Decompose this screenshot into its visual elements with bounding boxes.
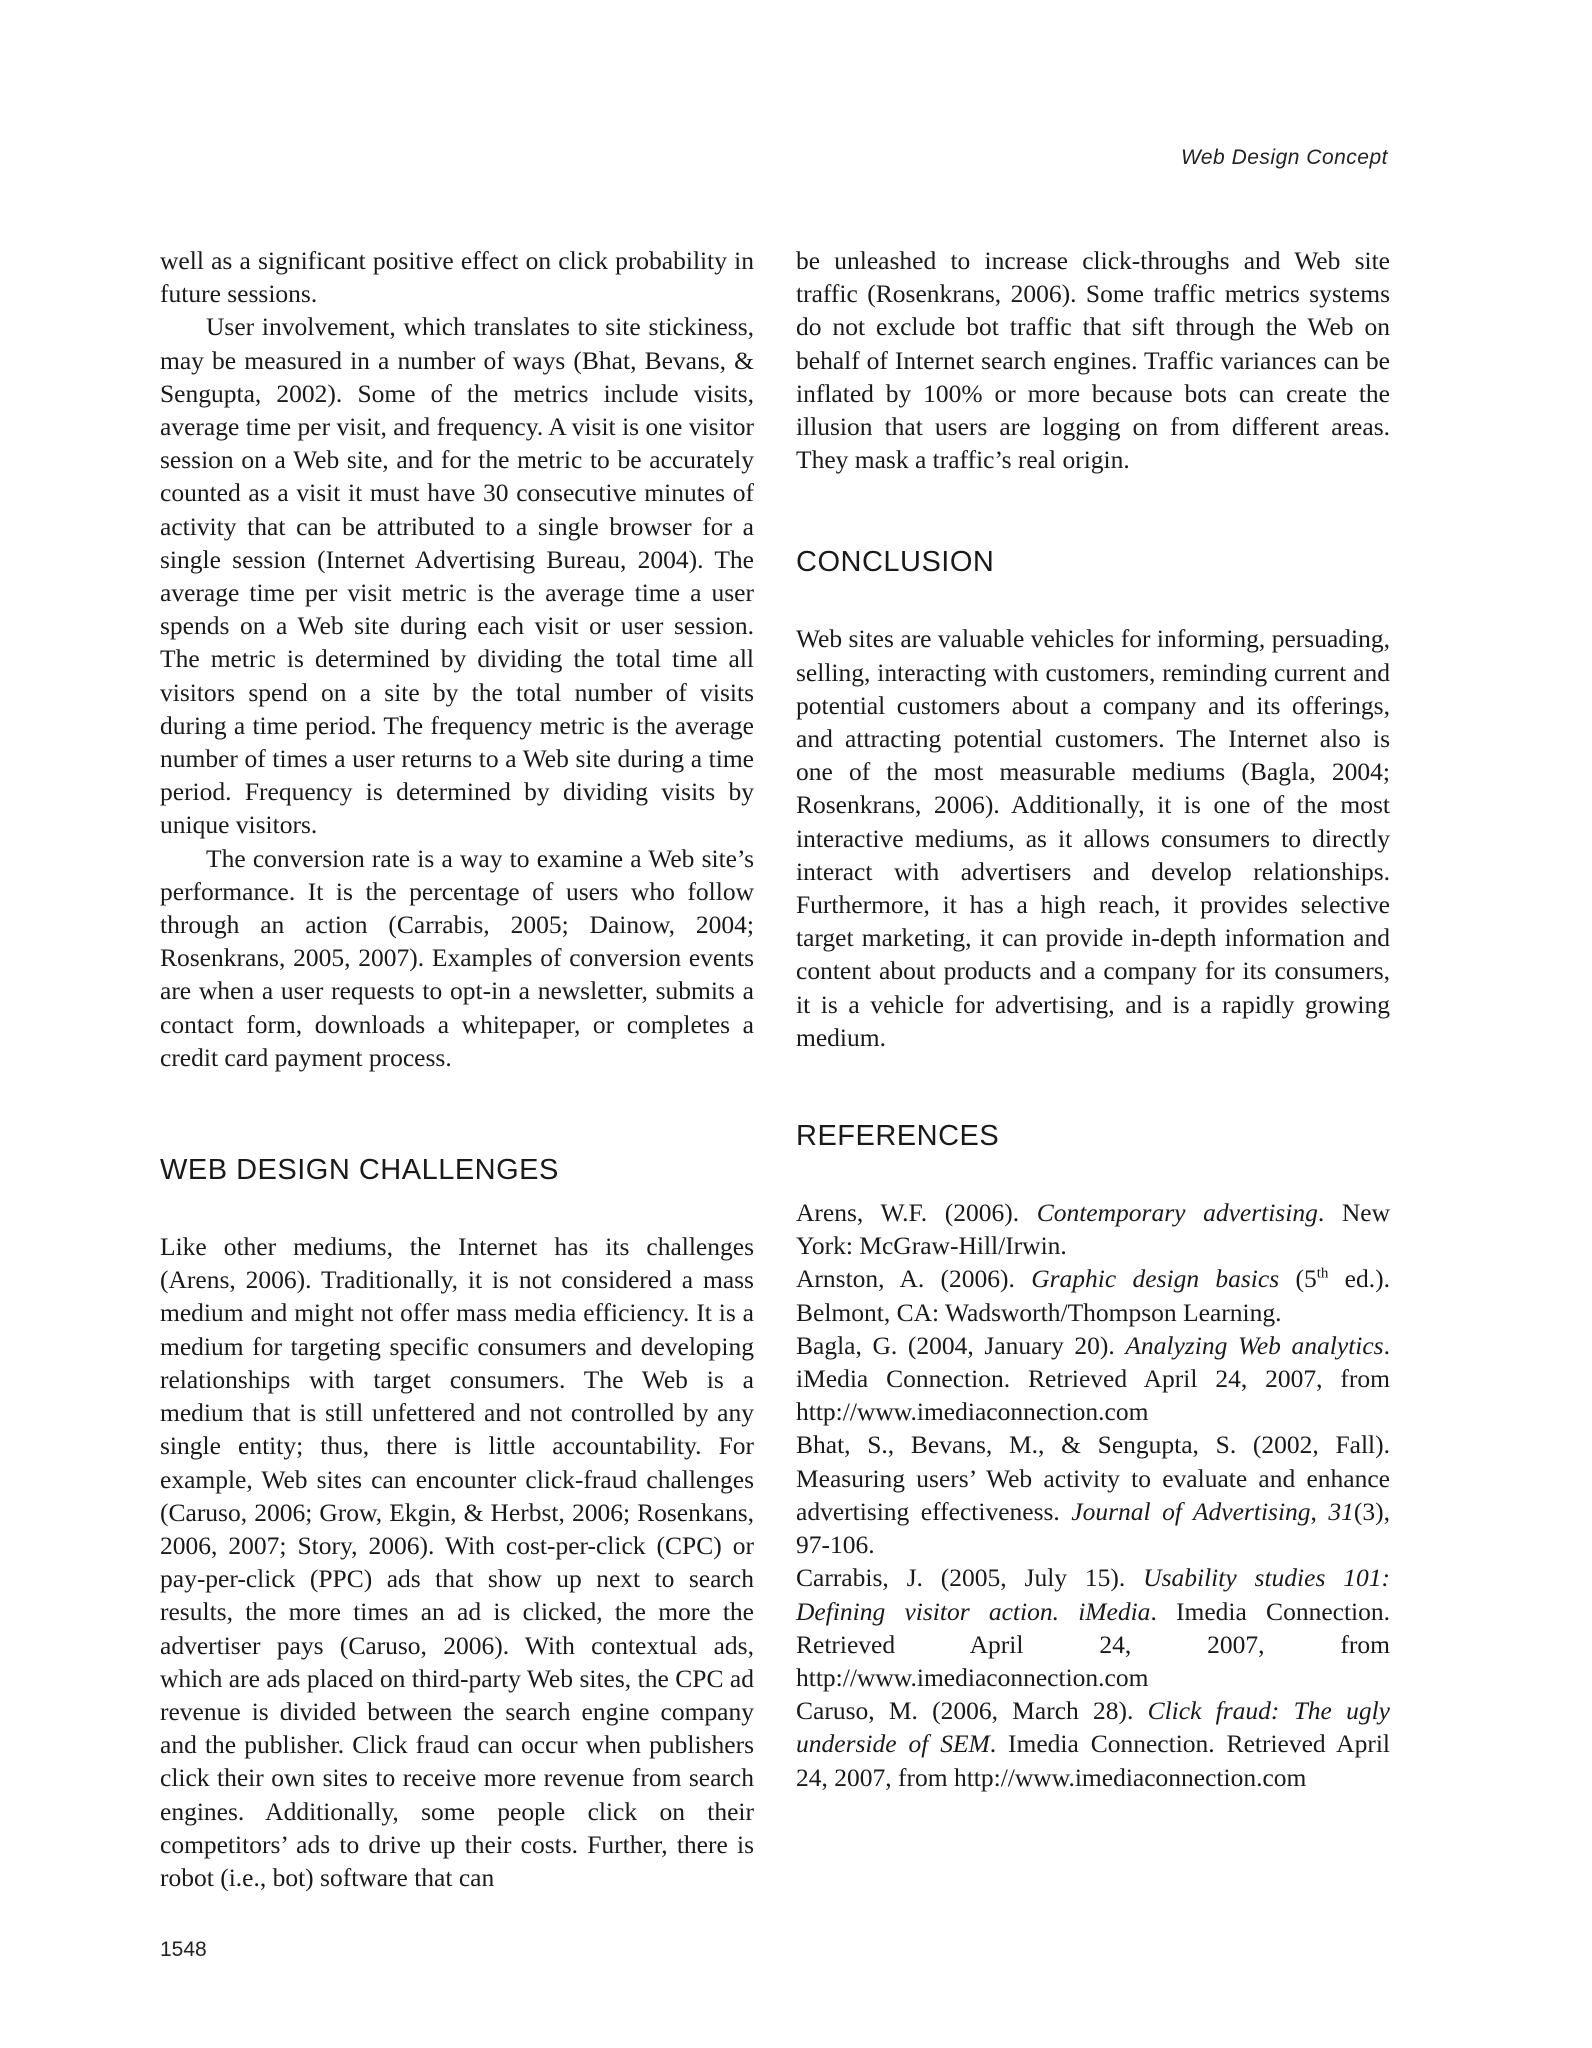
paragraph: Like other mediums, the Internet has its challenges (Arens, 2006). Traditionally, it is not considered a mass medium and might not offer mass media efficiency. It is a medium for targeting specific consumers and developing relationships with target consumers. The Web is a medium that is still unfettered and not controlled by any single entity; thus, there is little accountability. For example, Web sites can encounter click-fraud challenges (Caruso, 2006; Grow, Ekgin, & Herbst, 2006; Rosenkans, 2006, 2007; Story, 2006). With cost-per-click (CPC) or pay-per-click (PPC) ads that show up next to search results, the more times an ad is clicked, the more the advertiser pays (Caruso, 2006). With contextual ads, which are ads placed on third-party Web sites, the CPC ad revenue is divided between the search engine company and the publisher. Click fraud can occur when publishers click their own sites to receive more revenue from search engines. Additionally, some people click on their competitors’ ads to drive up their costs. Further, there is robot (i.e., bot) software that can [160, 1232, 754, 1892]
reference-text: . iMedia Connection. Retrieved April 24, 2007, from http://www.imediaconnection.com [796, 1330, 1390, 1427]
section-heading-references: REFERENCES [796, 1120, 1000, 1153]
reference-item [796, 1196, 1390, 1262]
reference-text: Arnston, A. (2006). [796, 1264, 1032, 1294]
reference-text: . Imedia Connection. Retrieved April 24, 2007, from http://www.imediaconnection.com [796, 1596, 1390, 1692]
reference-volume: 31 [1328, 1496, 1354, 1526]
paragraph: well as a significant positive effect on click probability in future sessions. [160, 246, 754, 309]
reference-text: (5 [1279, 1264, 1317, 1294]
reference-superscript: th [1316, 1265, 1329, 1282]
reference-title: Analyzing Web analytics [1125, 1330, 1384, 1360]
reference-item [796, 1694, 1390, 1794]
right-column [796, 244, 1390, 1794]
reference-title: Usability studies 101: Defining visitor action. iMedia [796, 1563, 1390, 1626]
reference-text: Arens, W.F. (2006). [796, 1198, 1037, 1228]
paragraph: be unleashed to increase click-throughs and Web site traffic (Rosenkrans, 2006). Some traffic metrics systems do not exclude bot traffic that sift through the Web on behalf of Internet search engines. Traffic variances can be inflated by 100% or more because bots can create the illusion that users are logging on from different areas. They mask a traffic’s real origin. [796, 246, 1390, 475]
reference-text: . Imedia Connection. Retrieved April 24, 2007, from http://www.imediaconnection.com [796, 1729, 1390, 1792]
section-heading-conclusion: CONCLUSION [796, 546, 995, 579]
reference-text: . New York: McGraw-Hill/Irwin. [796, 1198, 1390, 1261]
running-head: Web Design Concept [1180, 146, 1388, 169]
reference-title: Click fraud: The ugly underside of SEM [796, 1696, 1390, 1759]
paragraph: Web sites are valuable vehicles for informing, persuading, selling, interacting with customers, reminding current and potential customers about a company and its offerings, and attracting potential customers. The Internet also is one of the most measurable mediums (Bagla, 2004; Rosenkrans, 2006). Additionally, it is one of the most interactive mediums, as it allows consumers to directly interact with advertisers and develop relationships. Furthermore, it has a high reach, it provides selective target marketing, it can provide in-depth information and content about products and a company for its consumers, it is a vehicle for advertising, and is a rapidly growing medium. [796, 624, 1390, 1052]
reference-text: (3), 97-106. [796, 1496, 1391, 1560]
paragraph: User involvement, which translates to site stickiness, may be measured in a number of ways (Bhat, Bevans, & Sengupta, 2002). Some of the metrics include visits, average time per visit, and frequency. A visit is one visitor session on a Web site, and for the metric to be accurately counted as a visit it must have 30 consecutive minutes of activity that can be attributed to a single browser for a single session (Internet Advertising Bureau, 2004). The average time per visit metric is the average time a user spends on a Web site during each visit or user session. The metric is determined by dividing the total time all visitors spend on a site by the total number of visits during a time period. The frequency metric is the average number of times a user returns to a Web site during a time period. Frequency is determined by dividing visits by unique visitors. [160, 312, 754, 840]
reference-text: Bagla, G. (2004, January 20). [796, 1330, 1126, 1360]
reference-text: Carrabis, J. (2005, July 15). [796, 1563, 1144, 1593]
paragraph: The conversion rate is a way to examine a Web site’s performance. It is the percentage of users who follow through an action (Carrabis, 2005; Dainow, 2004; Rosenkrans, 2005, 2007). Examples of conversion events are when a user requests to opt-in a newsletter, submits a contact form, downloads a whitepaper, or completes a credit card payment process. [160, 843, 754, 1072]
reference-title: Graphic design basics [1031, 1264, 1280, 1294]
reference-list [796, 1196, 1390, 1794]
reference-text: Bhat, S., Bevans, M., & Sengupta, S. (2002, Fall). Measuring users’ Web activity to evaluate and enhance advertising effectiveness. [796, 1430, 1390, 1526]
section-heading-challenges: WEB DESIGN CHALLENGES [160, 1154, 559, 1187]
reference-text: Caruso, M. (2006, March 28). [796, 1696, 1148, 1726]
reference-item [796, 1561, 1390, 1694]
reference-title: Journal of Advertising [1071, 1496, 1311, 1526]
reference-item [796, 1262, 1390, 1328]
reference-item [796, 1428, 1390, 1561]
page-number: 1548 [160, 1938, 207, 1961]
reference-text: ed.). Belmont, CA: Wadsworth/Thompson Learning. [796, 1264, 1390, 1327]
reference-item [796, 1329, 1390, 1429]
left-column [160, 244, 754, 1894]
reference-text: , [1310, 1496, 1329, 1526]
reference-title: Contemporary advertising [1036, 1198, 1318, 1228]
